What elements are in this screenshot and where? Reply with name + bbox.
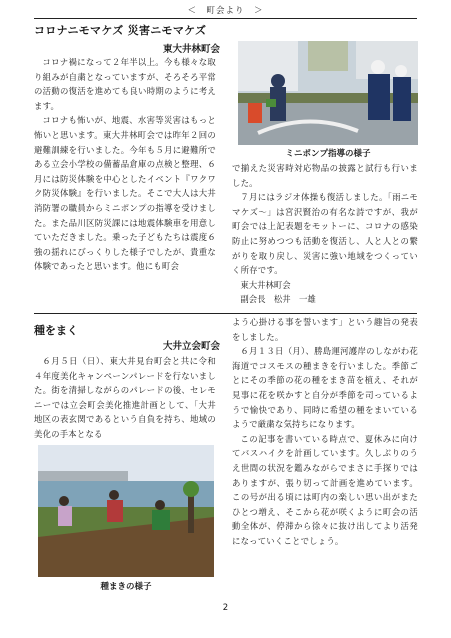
article1-title: コロナニモマケズ 災害ニモマケズ: [34, 24, 207, 37]
article1-paragraph: コロナも怖いが、地震、水害等災害はもっと怖いと思います。東大井林町会では昨年２回の避難訓練を行いました。今年も５月に避難所である立会小学校の備蓄品倉庫の点検と整理、６月には防災体験を中心としたイベント『ワクワク防災体験』を行いました。そこで大人は大井消防署の職員からミニポンプの指導を受けました。また品川区防災課には地震体験車を用意していただきました。乗った子どもたちは震度６強の揺れにびっくりした様子でしたが、貴重な体験であったと思います。他にも町会: [34, 115, 216, 272]
page-number: 2: [222, 603, 229, 613]
article2-org: 大井立会町会: [162, 341, 220, 352]
seed-sowing-photo-illustration: [38, 445, 214, 577]
article1-right-column: [232, 161, 418, 317]
mini-pump-photo: [238, 41, 418, 145]
article2-paragraph: この記事を書いている時点で、夏休みに向けてバスハイクを計画しています。久しぶりのうえ世間の状況を鑑みながらでまさに手探りではありますが、張り切って計画を進めています。この号が出る頃には町内の楽しい思い出がまたひとつ増え、そこから花が咲くように町会の活動全体が、停滞から徐々に抜け出してより活発になっていくことでしょう。: [232, 433, 418, 546]
section-header: ＜ 町会より ＞: [34, 4, 417, 19]
article2-left-column: [34, 354, 216, 446]
article1-paragraph: で揃えた災害時対応物品の披露と試行も行いました。: [232, 163, 418, 188]
article2-paragraph: よう心掛ける事を誓います」という趣旨の発表をしました。: [232, 317, 418, 342]
seed-sowing-photo: [38, 445, 214, 577]
article1-left-column: [34, 41, 216, 313]
mini-pump-caption: ミニポンプ指導の様子: [285, 149, 371, 159]
article1-org: 東大井林町会: [162, 44, 220, 55]
article2-paragraph: ６月１３日（月）、勝島運河護岸のしながわ花海道でコスモスの種まきを行いました。季節ごとにその季節の花の種をまき苗を植え、それが見事に花を咲かすと自分が季節を司っているようで愉快であり、同時に希望の種をまいているようで厳粛な気持ちになります。: [232, 346, 418, 430]
section-divider: [34, 313, 417, 314]
article1-paragraph: ７月にはラジオ体操も復活しました。「雨ニモマケズ～」は宮沢賢治の有名な詩ですが、我が町会では上記表題をモットーに、コロナの感染防止に努めつつも活動を復活し、人と人との繋がりを取り戻し、災害に強い地域をつくっていく所存です。: [232, 192, 418, 276]
article1-signature-name: 副会長 松井 一雄: [240, 294, 316, 305]
mini-pump-photo-illustration: [238, 41, 418, 145]
article2-paragraph: ６月５日（日）、東大井見台町会と共に令和４年度美化キャンペーンパレードを行ないました。街を清掃しながらのパレードの後、セレモニーでは立会町会美化推進計画として、「大井地区の表玄関であるという自負を持ち、地域の美化の手本となる: [34, 356, 216, 439]
seed-sowing-caption: 種まきの様子: [100, 582, 152, 592]
article1-paragraph: コロナ禍になって２年半以上。今も様々な取り組みが自粛となっていますが、そろそろ平常の活動の復活を進めても良い時期のように考えます。: [34, 57, 216, 111]
article1-signature-org: 東大井林町会: [240, 279, 291, 290]
article2-right-column: [232, 315, 418, 577]
article2-title: 種をまく: [34, 324, 78, 337]
